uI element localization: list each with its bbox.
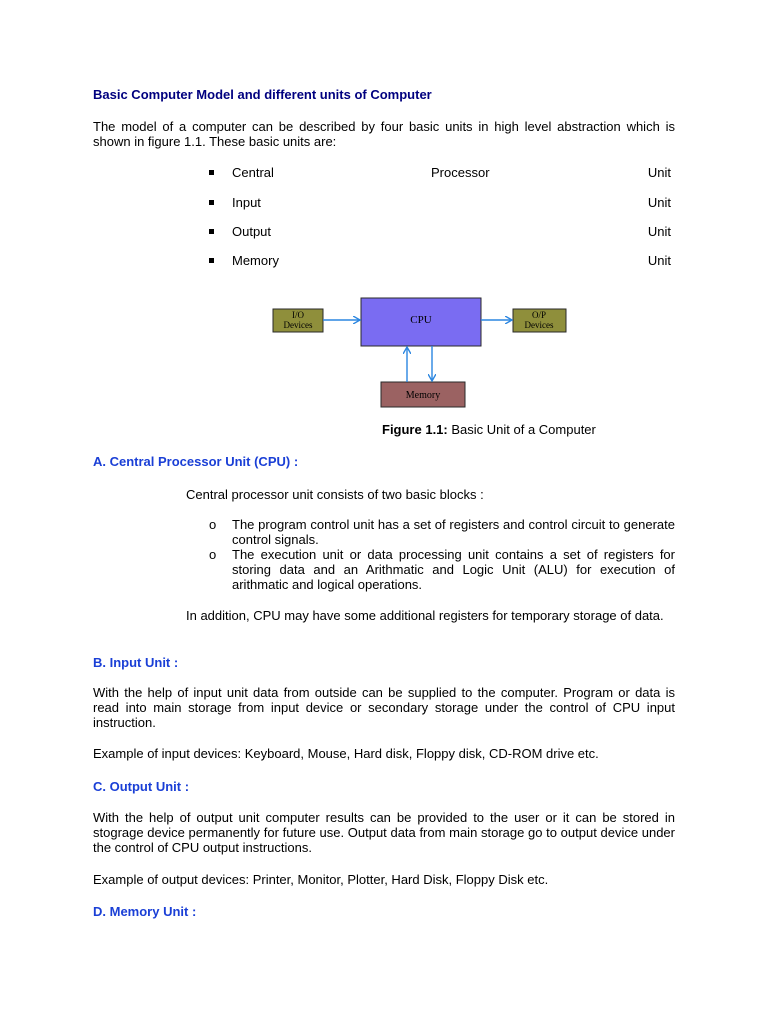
unit-list-item: Central Processor Unit xyxy=(209,165,675,181)
section-c-heading: C. Output Unit : xyxy=(93,779,190,794)
cpu-label: CPU xyxy=(410,314,432,326)
op-devices-label-line1: O/P xyxy=(531,310,547,320)
section-c-paragraph: With the help of output unit computer results can be provided to the user or it can be stored in stograge device permanently for future use. Output data from main storage go to output device under the control of CPU output instructions. xyxy=(93,810,675,855)
figure-caption xyxy=(382,422,596,437)
section-a-closing: In addition, CPU may have some additional registers for temporary storage of data. xyxy=(186,608,664,623)
document-title: Basic Computer Model and different units of Computer xyxy=(93,87,432,102)
section-b-paragraph: With the help of input unit data from outside can be supplied to the computer. Program or data is read into main storage from input device or secondary storage under the control of CPU input instruction. xyxy=(93,685,675,730)
section-c-example: Example of output devices: Printer, Monitor, Plotter, Hard Disk, Floppy Disk etc. xyxy=(93,872,549,887)
section-a-lead: Central processor unit consists of two basic blocks : xyxy=(186,487,484,502)
section-a-bullet: o The program control unit has a set of registers and control circuit to generate control signals. xyxy=(209,517,675,547)
unit-list-item: Output Unit xyxy=(209,224,675,240)
circle-bullet-marker: o xyxy=(209,517,217,532)
section-a-heading: A. Central Processor Unit (CPU) : xyxy=(93,454,299,469)
op-devices-label-line2: Devices xyxy=(524,320,554,330)
unit-list-item: Memory Unit xyxy=(209,253,675,269)
figure-caption-label: Figure 1.1: xyxy=(382,422,448,437)
section-b-heading: B. Input Unit : xyxy=(93,655,179,670)
intro-paragraph: The model of a computer can be described by four basic units in high level abstraction which is shown in figure 1.1. These basic units are: xyxy=(93,119,675,149)
io-devices-label-line2: Devices xyxy=(283,320,313,330)
section-a-bullet: o The execution unit or data processing unit contains a set of registers for storing data and an Arithmatic and Logic Unit (ALU) for execution of arithmatic and logical operations. xyxy=(209,547,675,592)
figure-caption-text: Basic Unit of a Computer xyxy=(447,422,596,437)
io-devices-label-line1: I/O xyxy=(292,310,304,320)
section-b-example: Example of input devices: Keyboard, Mouse, Hard disk, Floppy disk, CD-ROM drive etc. xyxy=(93,746,599,761)
memory-label: Memory xyxy=(405,390,441,401)
unit-list-item: Input Unit xyxy=(209,195,675,211)
circle-bullet-marker: o xyxy=(209,547,217,562)
section-d-heading: D. Memory Unit : xyxy=(93,904,197,919)
